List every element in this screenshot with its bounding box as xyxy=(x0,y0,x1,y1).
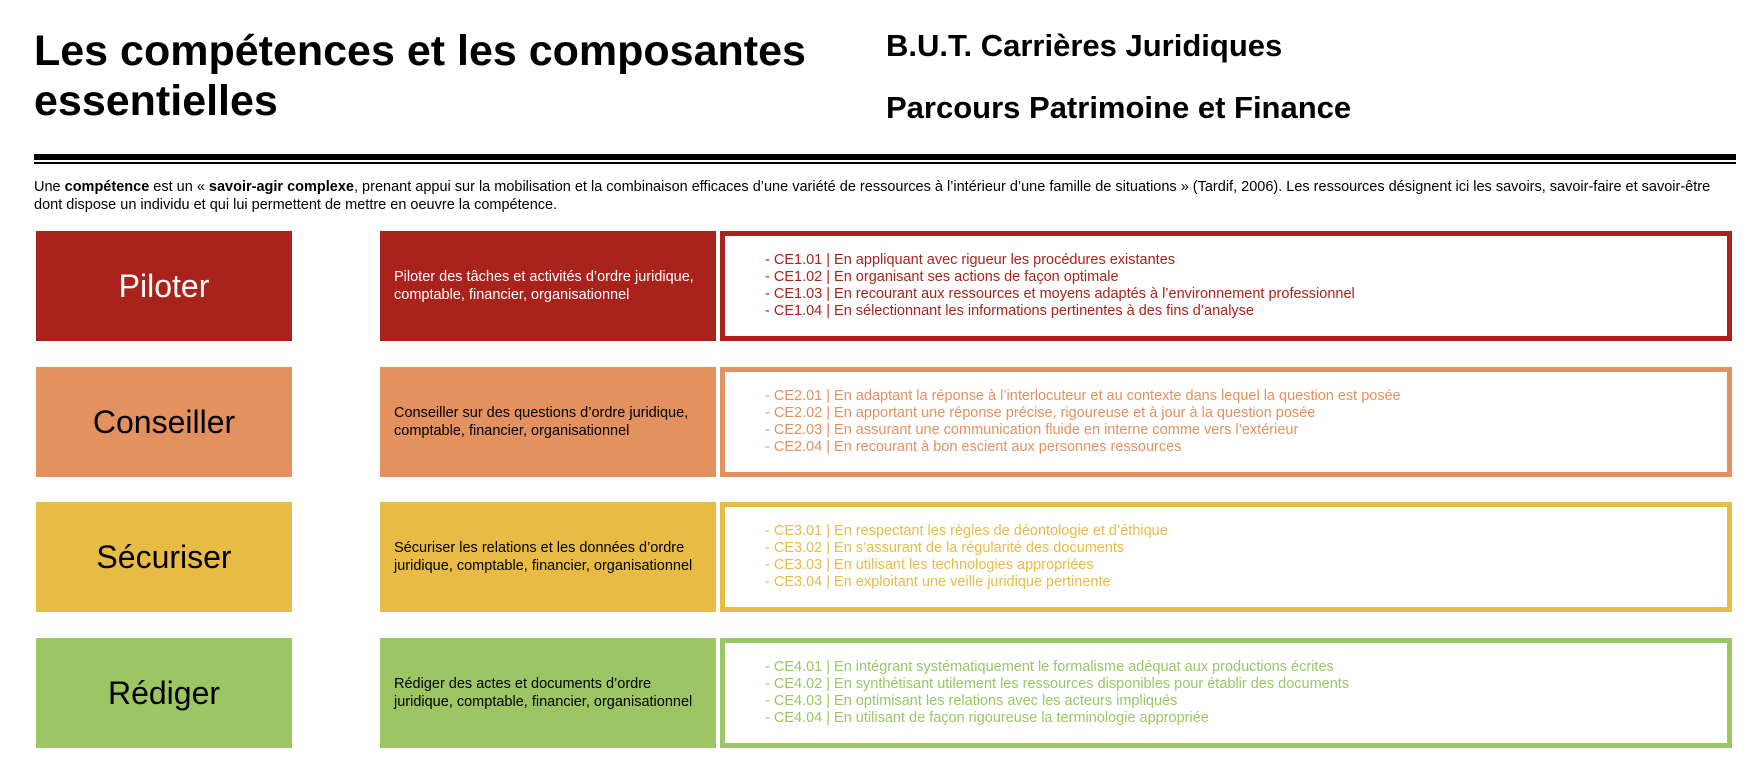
competence-description: Rédiger des actes et documents d’ordre juridique, comptable, financier, organisationnel xyxy=(394,676,693,710)
essential-component-item: - CE2.01 | En adaptant la réponse à l’interlocuteur et au contexte dans lequel la question est posée xyxy=(765,388,1401,405)
essential-component-item: - CE1.04 | En sélectionnant les informations pertinentes à des fins d’analyse xyxy=(765,303,1355,320)
competence-name-box xyxy=(36,502,292,612)
essential-component-item: - CE4.04 | En utilisant de façon rigoureuse la terminologie appropriée xyxy=(765,710,1349,727)
competence-name-box xyxy=(36,231,292,341)
essential-components-box xyxy=(720,638,1732,748)
track-name: Parcours Patrimoine et Finance xyxy=(886,90,1352,125)
competence-name: Rédiger xyxy=(107,674,221,711)
competence-description-box xyxy=(380,638,716,748)
competence-name-box xyxy=(36,367,292,477)
essential-components-list xyxy=(765,252,1355,321)
essential-component-item: - CE4.01 | En intégrant systématiquement le formalisme adéquat aux productions écrites xyxy=(765,659,1349,676)
essential-component-item: - CE3.02 | En s’assurant de la régularité des documents xyxy=(765,540,1168,557)
essential-component-item: - CE4.02 | En synthétisant utilement les ressources disponibles pour établir des documents xyxy=(765,676,1349,693)
essential-component-item: - CE1.02 | En organisant ses actions de façon optimale xyxy=(765,269,1355,286)
intro-bold-competence: compétence xyxy=(64,179,150,195)
competence-description: Piloter des tâches et activités d’ordre juridique, comptable, financier, organisationnel xyxy=(394,269,694,303)
competence-row-rediger xyxy=(0,638,1760,750)
competence-row-securiser xyxy=(0,502,1760,614)
intro-text-2: est un « xyxy=(149,179,209,195)
competence-row-conseiller xyxy=(0,367,1760,479)
intro-text-3: , prenant appui sur la mobilisation et la combinaison efficaces d’une variété de ressources à l’intérieur d’une famille de situations » (Tardif, 2006). Les ressources désignent ici les savoirs, savoir-faire et savoir-être dont dispose un individu et qui lui permettent de mettre en oeuvre la compétence. xyxy=(34,179,1711,213)
essential-component-item: - CE3.03 | En utilisant les technologies appropriées xyxy=(765,557,1168,574)
intro-text-1: Une xyxy=(34,179,65,195)
page-title: Les compétences et les composantes essentielles xyxy=(34,27,806,125)
essential-component-item: - CE4.03 | En optimisant les relations avec les acteurs impliqués xyxy=(765,693,1349,710)
essential-component-item: - CE2.03 | En assurant une communication fluide en interne comme vers l’extérieur xyxy=(765,422,1401,439)
essential-component-item: - CE1.03 | En recourant aux ressources et moyens adaptés à l’environnement professionnel xyxy=(765,286,1355,303)
competence-description-box xyxy=(380,502,716,612)
essential-components-box xyxy=(720,367,1732,477)
program-name: B.U.T. Carrières Juridiques xyxy=(886,28,1283,63)
essential-component-item: - CE2.04 | En recourant à bon escient aux personnes ressources xyxy=(765,439,1401,456)
essential-components-box xyxy=(720,231,1732,341)
header-divider xyxy=(34,154,1736,164)
competence-description-box xyxy=(380,231,716,341)
essential-component-item: - CE1.01 | En appliquant avec rigueur les procédures existantes xyxy=(765,252,1355,269)
competence-name: Piloter xyxy=(118,267,210,304)
essential-component-item: - CE3.04 | En exploitant une veille juridique pertinente xyxy=(765,574,1168,591)
competence-name: Conseiller xyxy=(92,403,236,440)
essential-component-item: - CE2.02 | En apportant une réponse précise, rigoureuse et à jour à la question posée xyxy=(765,405,1401,422)
intro-paragraph xyxy=(34,178,1734,214)
competence-row-piloter xyxy=(0,231,1760,343)
competence-description-box xyxy=(380,367,716,477)
program-header xyxy=(886,26,1351,128)
competence-description: Conseiller sur des questions d’ordre juridique, comptable, financier, organisationnel xyxy=(394,405,689,439)
essential-components-list xyxy=(765,523,1168,592)
essential-components-box xyxy=(720,502,1732,612)
competence-description: Sécuriser les relations et les données d’ordre juridique, comptable, financier, organisationnel xyxy=(394,540,693,574)
essential-component-item: - CE3.01 | En respectant les règles de déontologie et d’éthique xyxy=(765,523,1168,540)
intro-bold-savoir-agir: savoir-agir complexe xyxy=(208,179,354,195)
competence-name: Sécuriser xyxy=(96,538,232,575)
competence-name-box xyxy=(36,638,292,748)
essential-components-list xyxy=(765,659,1349,728)
essential-components-list xyxy=(765,388,1401,457)
